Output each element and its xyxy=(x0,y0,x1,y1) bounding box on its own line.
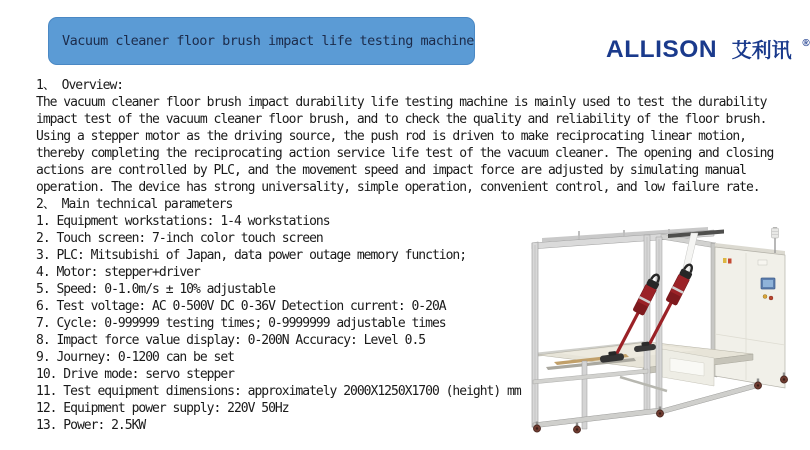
page-title: Vacuum cleaner floor brush impact life testing machine xyxy=(62,33,474,49)
title-banner xyxy=(48,17,475,65)
parameter-item: 10. Drive mode: servo stepper xyxy=(36,367,234,382)
parameter-item: 2. Touch screen: 7-inch color touch screen xyxy=(36,231,323,246)
brand-logo xyxy=(606,34,810,64)
overview-line: The vacuum cleaner floor brush impact durability life testing machine is mainly used to test the durability xyxy=(36,95,767,110)
parameter-item: 5. Speed: 0-1.0m/s ± 10% adjustable xyxy=(36,282,275,297)
parameter-item: 4. Motor: stepper+driver xyxy=(36,265,200,280)
overview-heading: 1、 Overview: xyxy=(36,78,124,93)
machine-photo xyxy=(528,227,793,437)
parameter-item: 9. Journey: 0-1200 can be set xyxy=(36,350,234,365)
overview-paragraph xyxy=(36,94,773,196)
brand-name-chinese: 艾利讯 xyxy=(731,38,792,62)
overview-line: operation. The device has strong universality, simple operation, convenient control, and low failure rate. xyxy=(36,180,760,195)
parameters-heading: 2、 Main technical parameters xyxy=(36,197,233,212)
panel-button-yellow xyxy=(763,295,767,299)
parameter-item: 3. PLC: Mitsubishi of Japan, data power outage memory function; xyxy=(36,248,467,263)
parameter-item: 6. Test voltage: AC 0-500V DC 0-36V Detection current: 0-20A xyxy=(36,299,446,314)
brand-name: ALLISON xyxy=(606,36,718,63)
registered-trademark-symbol: ® xyxy=(802,38,810,49)
control-cabinet xyxy=(711,243,785,388)
signal-tower-light xyxy=(772,227,779,253)
parameter-item: 13. Power: 2.5KW xyxy=(36,418,146,433)
overview-line: actions are controlled by PLC, and the movement speed and impact force are adjusted by simulating manual xyxy=(36,163,746,178)
panel-button-red xyxy=(769,296,773,300)
parameter-item: 12. Equipment power supply: 220V 50Hz xyxy=(36,401,289,416)
parameter-item: 11. Test equipment dimensions: approximately 2000X1250X1700 (height) mm xyxy=(36,384,521,399)
overview-line: thereby completing the reciprocating action service life test of the vacuum cleaner. The opening and closing xyxy=(36,146,774,161)
parameter-item: 7. Cycle: 0-999999 testing times; 0-9999999 adjustable times xyxy=(36,316,446,331)
parameter-item: 8. Impact force value display: 0-200N Accuracy: Level 0.5 xyxy=(36,333,426,348)
parameter-item: 1. Equipment workstations: 1-4 workstations xyxy=(36,214,330,229)
overview-line: Using a stepper motor as the driving source, the push rod is driven to make reciprocating linear motion, xyxy=(36,129,746,144)
overview-line: impact test of the vacuum cleaner floor brush, and to check the quality and reliability of the floor brush. xyxy=(36,112,767,127)
